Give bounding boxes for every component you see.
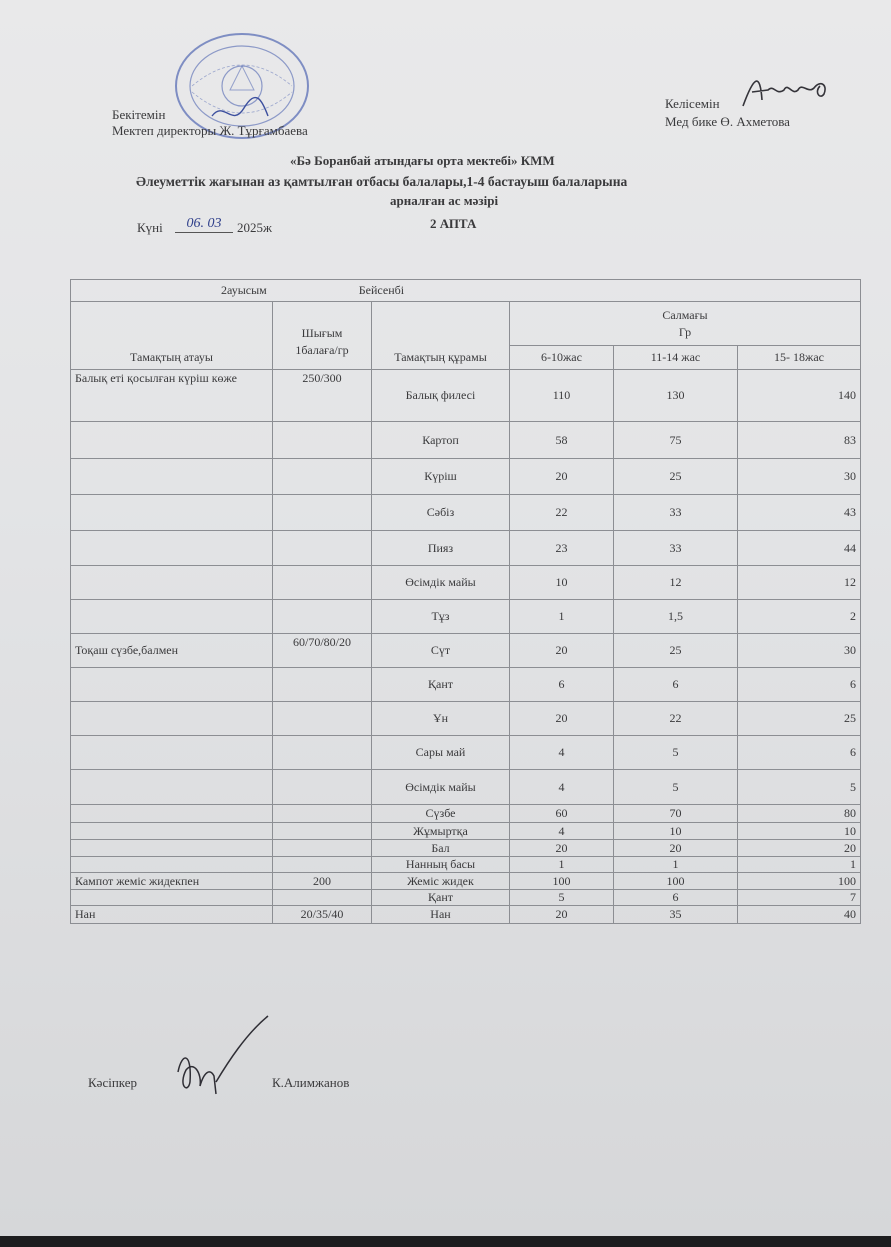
- table-header-row: [71, 302, 861, 346]
- school-name: «Бә Боранбай атындағы орта мектебі» КММ: [290, 153, 555, 168]
- agree-label: Келісемін: [665, 96, 720, 111]
- table-row: [71, 459, 861, 495]
- table-meta-row: [71, 280, 861, 302]
- title-line-2: арналған ас мәзірі: [390, 193, 499, 208]
- ingredient-cell: Жеміс жидек: [372, 873, 510, 890]
- ingredient-cell: Картоп: [372, 422, 510, 459]
- ingredient-cell: Сәбіз: [372, 495, 510, 531]
- weight-15-18-cell: 140: [738, 370, 861, 422]
- weight-15-18-cell: 10: [738, 823, 861, 840]
- dish-cell: [71, 600, 273, 634]
- table-row: [71, 422, 861, 459]
- yield-cell: [273, 531, 372, 566]
- yield-cell: 250/300: [273, 370, 372, 422]
- dish-cell: [71, 459, 273, 495]
- dish-cell: Тоқаш сүзбе,балмен: [71, 634, 273, 668]
- week-label: 2 АПТА: [430, 216, 477, 231]
- ingredient-cell: Нанның басы: [372, 857, 510, 873]
- weight-6-10-cell: 10: [510, 566, 614, 600]
- dish-cell: [71, 668, 273, 702]
- dish-cell: Балық еті қосылған күріш көже: [71, 370, 273, 422]
- ingredient-cell: Тұз: [372, 600, 510, 634]
- yield-cell: 60/70/80/20: [273, 634, 372, 668]
- age-header-1: 6-10жас: [510, 346, 614, 370]
- weight-11-14-cell: 6: [614, 668, 738, 702]
- table-row: [71, 873, 861, 890]
- weight-11-14-cell: 100: [614, 873, 738, 890]
- table-row: [71, 805, 861, 823]
- dish-cell: [71, 805, 273, 823]
- table-row: [71, 531, 861, 566]
- weight-11-14-cell: 75: [614, 422, 738, 459]
- table-row: [71, 370, 861, 422]
- weight-11-14-cell: 6: [614, 890, 738, 906]
- weight-11-14-cell: 70: [614, 805, 738, 823]
- ingredient-cell: Нан: [372, 906, 510, 924]
- weight-15-18-cell: 2: [738, 600, 861, 634]
- age-header-3: 15- 18жас: [738, 346, 861, 370]
- weight-6-10-cell: 23: [510, 531, 614, 566]
- weight-6-10-cell: 110: [510, 370, 614, 422]
- weight-6-10-cell: 6: [510, 668, 614, 702]
- yield-cell: [273, 702, 372, 736]
- approve-position: Мектеп директоры Ж. Тұрғамбаева: [112, 123, 308, 138]
- table-row: [71, 890, 861, 906]
- weight-6-10-cell: 60: [510, 805, 614, 823]
- dish-cell: [71, 840, 273, 857]
- table-row: [71, 668, 861, 702]
- weight-15-18-cell: 43: [738, 495, 861, 531]
- entrepreneur-name: К.Алимжанов: [272, 1075, 350, 1090]
- weight-11-14-cell: 22: [614, 702, 738, 736]
- day-label: Бейсенбі: [358, 283, 405, 297]
- weight-11-14-cell: 5: [614, 770, 738, 805]
- weight-6-10-cell: 58: [510, 422, 614, 459]
- weight-6-10-cell: 1: [510, 857, 614, 873]
- dish-cell: [71, 566, 273, 600]
- table-row: [71, 906, 861, 924]
- yield-cell: [273, 823, 372, 840]
- weight-6-10-cell: 100: [510, 873, 614, 890]
- weight-15-18-cell: 80: [738, 805, 861, 823]
- weight-15-18-cell: 30: [738, 634, 861, 668]
- weight-6-10-cell: 20: [510, 840, 614, 857]
- yield-cell: [273, 566, 372, 600]
- weight-6-10-cell: 20: [510, 702, 614, 736]
- yield-header-line-1: Шығым: [301, 325, 343, 340]
- table-row: [71, 495, 861, 531]
- menu-table: [70, 279, 861, 924]
- weight-15-18-cell: 6: [738, 668, 861, 702]
- dish-cell: [71, 736, 273, 770]
- title-line-1: Әлеуметтік жағынан аз қамтылған отбасы балалары,1-4 бастауыш балаларына: [136, 174, 628, 189]
- weight-11-14-cell: 35: [614, 906, 738, 924]
- ingredient-cell: Өсімдік майы: [372, 770, 510, 805]
- weight-11-14-cell: 12: [614, 566, 738, 600]
- ingredient-cell: Сүзбе: [372, 805, 510, 823]
- weight-6-10-cell: 20: [510, 459, 614, 495]
- ingredient-cell: Балық филесі: [372, 370, 510, 422]
- date-handwritten: 06. 03: [175, 216, 233, 233]
- table-row: [71, 634, 861, 668]
- yield-cell: [273, 600, 372, 634]
- dish-cell: [71, 857, 273, 873]
- dish-cell: [71, 422, 273, 459]
- yield-cell: [273, 459, 372, 495]
- ingredient-cell: Жұмыртқа: [372, 823, 510, 840]
- ingredient-cell: Ұн: [372, 702, 510, 736]
- weight-15-18-cell: 6: [738, 736, 861, 770]
- entrepreneur-label: Кәсіпкер: [88, 1075, 138, 1090]
- weight-header: [510, 302, 861, 346]
- weight-15-18-cell: 7: [738, 890, 861, 906]
- dish-cell: [71, 890, 273, 906]
- table-row: [71, 823, 861, 840]
- date-year: 2025ж: [237, 220, 272, 235]
- ingredient-cell: Өсімдік майы: [372, 566, 510, 600]
- yield-cell: [273, 495, 372, 531]
- yield-cell: [273, 770, 372, 805]
- dish-cell: Кампот жеміс жидекпен: [71, 873, 273, 890]
- weight-11-14-cell: 33: [614, 531, 738, 566]
- weight-15-18-cell: 5: [738, 770, 861, 805]
- weight-6-10-cell: 5: [510, 890, 614, 906]
- weight-11-14-cell: 25: [614, 634, 738, 668]
- weight-6-10-cell: 4: [510, 823, 614, 840]
- dish-cell: [71, 823, 273, 840]
- dish-cell: [71, 495, 273, 531]
- table-row: [71, 600, 861, 634]
- weight-6-10-cell: 20: [510, 634, 614, 668]
- weight-6-10-cell: 22: [510, 495, 614, 531]
- weight-11-14-cell: 20: [614, 840, 738, 857]
- weight-15-18-cell: 20: [738, 840, 861, 857]
- weight-11-14-cell: 5: [614, 736, 738, 770]
- shift-label: 2ауысым: [221, 283, 267, 297]
- weight-11-14-cell: 1,5: [614, 600, 738, 634]
- weight-15-18-cell: 100: [738, 873, 861, 890]
- weight-header-line-1: Салмағы: [662, 307, 708, 322]
- weight-11-14-cell: 130: [614, 370, 738, 422]
- yield-cell: [273, 668, 372, 702]
- weight-15-18-cell: 30: [738, 459, 861, 495]
- yield-cell: 200: [273, 873, 372, 890]
- yield-header-line-2: 1балаға/гр: [295, 342, 349, 357]
- weight-11-14-cell: 10: [614, 823, 738, 840]
- weight-15-18-cell: 44: [738, 531, 861, 566]
- weight-header-line-2: Гр: [678, 324, 692, 339]
- weight-11-14-cell: 33: [614, 495, 738, 531]
- weight-15-18-cell: 40: [738, 906, 861, 924]
- dish-cell: [71, 531, 273, 566]
- ingredient-cell: Сүт: [372, 634, 510, 668]
- yield-cell: [273, 805, 372, 823]
- dish-cell: [71, 702, 273, 736]
- table-row: [71, 857, 861, 873]
- photo-bottom-edge: [0, 1236, 891, 1247]
- dish-cell: Нан: [71, 906, 273, 924]
- ingredient-cell: Сары май: [372, 736, 510, 770]
- table-row: [71, 702, 861, 736]
- date-prefix: Күні: [137, 220, 163, 235]
- ingredient-cell: Күріш: [372, 459, 510, 495]
- dish-cell: [71, 770, 273, 805]
- yield-cell: [273, 736, 372, 770]
- ingredient-cell: Қант: [372, 668, 510, 702]
- table-row: [71, 840, 861, 857]
- dish-header: Тамақтың атауы: [71, 302, 273, 370]
- table-row: [71, 566, 861, 600]
- yield-cell: [273, 890, 372, 906]
- ingredient-cell: Қант: [372, 890, 510, 906]
- composition-header: Тамақтың құрамы: [372, 302, 510, 370]
- ingredient-cell: Пияз: [372, 531, 510, 566]
- weight-6-10-cell: 4: [510, 770, 614, 805]
- age-header-2: 11-14 жас: [614, 346, 738, 370]
- weight-15-18-cell: 83: [738, 422, 861, 459]
- weight-6-10-cell: 4: [510, 736, 614, 770]
- entrepreneur-signature: [170, 1012, 270, 1107]
- weight-6-10-cell: 1: [510, 600, 614, 634]
- agree-position: Мед бике Ө. Ахметова: [665, 114, 790, 129]
- ingredient-cell: Бал: [372, 840, 510, 857]
- table-row: [71, 736, 861, 770]
- yield-cell: [273, 840, 372, 857]
- yield-cell: [273, 857, 372, 873]
- weight-15-18-cell: 1: [738, 857, 861, 873]
- weight-6-10-cell: 20: [510, 906, 614, 924]
- weight-15-18-cell: 25: [738, 702, 861, 736]
- agree-signature: [738, 70, 833, 110]
- weight-15-18-cell: 12: [738, 566, 861, 600]
- yield-cell: 20/35/40: [273, 906, 372, 924]
- weight-11-14-cell: 1: [614, 857, 738, 873]
- yield-header: [273, 302, 372, 370]
- weight-11-14-cell: 25: [614, 459, 738, 495]
- table-row: [71, 770, 861, 805]
- yield-cell: [273, 422, 372, 459]
- approve-label: Бекітемін: [112, 107, 166, 122]
